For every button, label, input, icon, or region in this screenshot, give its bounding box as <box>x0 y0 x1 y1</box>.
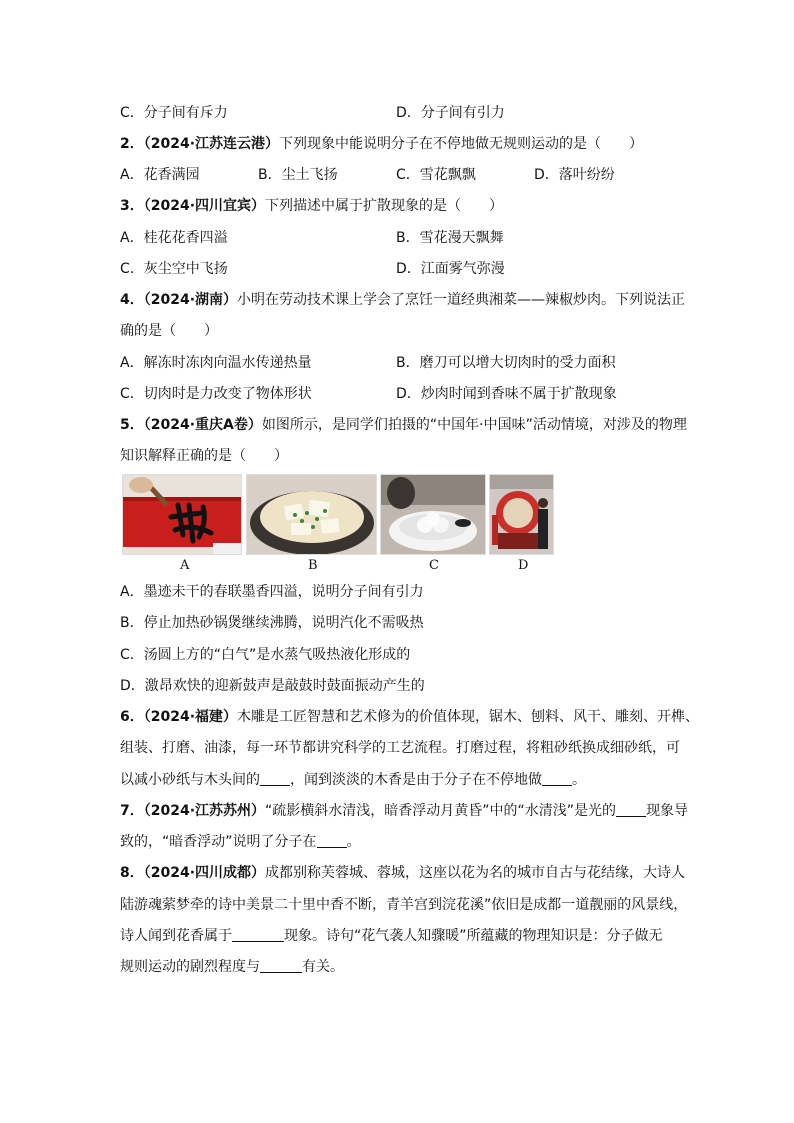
question-source: （2024·福建） <box>143 709 238 725</box>
question-text: 小明在劳动技术课上学会了烹饪一道经典湘菜——辣椒炒肉。下列说法正 <box>237 292 686 308</box>
question-number: 5． <box>120 417 144 433</box>
question-text: 成都别称芙蓉城、蓉城，这座以花为名的城市自古与花结缘，大诗人 <box>265 865 686 881</box>
answer-blank[interactable] <box>542 771 572 786</box>
question-text: 木雕是工匠智慧和艺术修为的价值体现，锯木、刨料、风干、雕刻、开榫、 <box>237 709 700 725</box>
question-text: 诗人闻到花香属于 <box>120 928 232 944</box>
q1-option-d: D．分子间有引力 <box>396 105 505 121</box>
q5-option-c: C．汤圆上方的“白气”是水蒸气吸热液化形成的 <box>120 647 411 663</box>
q3-option-c: C．灰尘空中飞扬 <box>120 261 228 277</box>
photo-drum <box>489 474 554 555</box>
question-4 <box>120 290 685 310</box>
q5-option-b: B．停止加热砂锅煲继续沸腾，说明汽化不需吸热 <box>120 615 424 631</box>
question-number: 4． <box>120 292 144 308</box>
question-6-blanks <box>120 770 586 790</box>
question-number: 3． <box>120 198 144 214</box>
q4-option-b: B．磨刀可以增大切肉时的受力面积 <box>396 355 616 371</box>
q3-option-d: D．江面雾气弥漫 <box>396 261 505 277</box>
question-number: 7． <box>120 803 144 819</box>
question-3 <box>120 196 503 216</box>
question-6 <box>120 707 699 727</box>
question-source: （2024·湖南） <box>143 292 238 308</box>
q3-option-a: A．桂花花香四溢 <box>120 230 228 246</box>
question-text: 致的，“暗香浮动”说明了分子在 <box>120 834 317 850</box>
question-8-blank-1 <box>120 926 663 946</box>
q3-option-b: B．雪花漫天飘舞 <box>396 230 504 246</box>
question-text: 现象。诗句“花气袭人知骤暖”所蕴藏的物理知识是：分子做无 <box>284 928 663 944</box>
answer-blank[interactable] <box>616 802 646 817</box>
question-5-cont: 知识解释正确的是（ ） <box>120 448 288 464</box>
q1-option-c: C．分子间有斥力 <box>120 105 228 121</box>
q2-option-c: C．雪花飘飘 <box>396 167 476 183</box>
answer-blank[interactable] <box>317 833 347 848</box>
q2-option-d: D．落叶纷纷 <box>534 167 615 183</box>
photo-claypot <box>246 474 377 555</box>
question-text: 。 <box>572 772 586 788</box>
question-text: 下列现象中能说明分子在不停地做无规则运动的是（ ） <box>279 136 644 152</box>
question-8-cont: 陆游魂萦梦牵的诗中美景二十里中香不断，青羊宫到浣花溪”依旧是成都一道靓丽的风景线， <box>120 897 688 913</box>
question-text: 有关。 <box>302 959 344 975</box>
image-label-c: C <box>429 558 439 573</box>
answer-blank[interactable] <box>232 927 284 942</box>
question-8 <box>120 863 685 883</box>
q4-option-c: C．切肉时是力改变了物体形状 <box>120 386 312 402</box>
q5-option-d: D．激昂欢快的迎新鼓声是敲鼓时鼓面振动产生的 <box>120 678 425 694</box>
photo-calligraphy <box>122 474 242 555</box>
q5-option-a: A．墨迹未干的春联墨香四溢，说明分子间有引力 <box>120 584 424 600</box>
q2-option-a: A．花香满园 <box>120 167 200 183</box>
question-6-cont: 组装、打磨、油漆，每一环节都讲究科学的工艺流程。打磨过程，将粗砂纸换成细砂纸，可 <box>120 740 680 756</box>
q4-option-a: A．解冻时冻肉向温水传递热量 <box>120 355 312 371</box>
image-label-b: B <box>308 558 318 573</box>
question-text: ，闻到淡淡的木香是由于分子在不停地做 <box>290 772 542 788</box>
question-7 <box>120 801 688 821</box>
image-label-d: D <box>518 558 529 573</box>
question-source: （2024·重庆A卷） <box>143 417 262 433</box>
question-2 <box>120 134 643 154</box>
question-number: 2． <box>120 136 144 152</box>
question-text: 。 <box>346 834 361 850</box>
question-text: 规则运动的剧烈程度与 <box>120 959 260 975</box>
question-source: （2024·江苏连云港） <box>143 136 280 152</box>
question-7-cont <box>120 832 361 852</box>
answer-blank[interactable] <box>260 771 290 786</box>
question-source: （2024·四川成都） <box>143 865 266 881</box>
question-text: 现象导 <box>646 803 689 819</box>
question-text: 以减小砂纸与木头间的 <box>120 772 260 788</box>
q4-option-d: D．炒肉时闻到香味不属于扩散现象 <box>396 386 617 402</box>
question-text: 下列描述中属于扩散现象的是（ ） <box>265 198 504 214</box>
question-text: 如图所示，是同学们拍摄的“中国年·中国味”活动情境，对涉及的物理 <box>261 417 687 433</box>
question-source: （2024·四川宜宾） <box>143 198 266 214</box>
question-5 <box>120 415 687 435</box>
question-source: （2024·江苏苏州） <box>143 803 266 819</box>
question-8-blank-2 <box>120 957 344 977</box>
image-label-a: A <box>180 558 190 573</box>
question-4-cont: 确的是（ ） <box>120 323 218 339</box>
question-number: 8． <box>120 865 144 881</box>
answer-blank[interactable] <box>260 958 302 973</box>
question-number: 6． <box>120 709 144 725</box>
question-text: “疏影横斜水清浅，暗香浮动月黄昏”中的“水清浅”是光的 <box>265 803 617 819</box>
q2-option-b: B．尘土飞扬 <box>258 167 338 183</box>
photo-tangyuan <box>380 474 486 555</box>
